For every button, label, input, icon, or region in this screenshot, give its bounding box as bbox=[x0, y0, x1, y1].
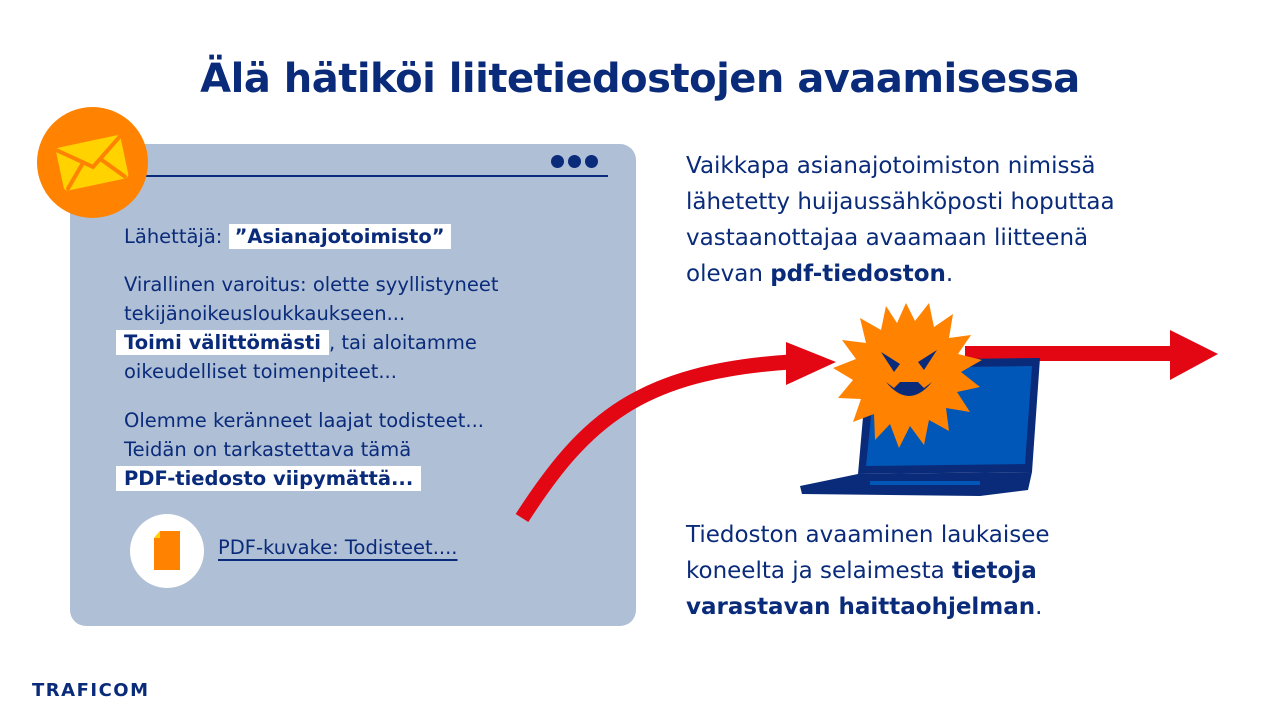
sender-label: Lähettäjä: bbox=[124, 225, 223, 248]
pdf-highlight: PDF-tiedosto viipymättä... bbox=[116, 466, 421, 491]
page-title: Älä hätiköi liitetiedostojen avaamisessa bbox=[200, 56, 1080, 102]
email-line: Teidän on tarkastettava tämä bbox=[124, 438, 412, 461]
info-emphasis: tietoja bbox=[952, 558, 1037, 584]
email-line: oikeudelliset toimenpiteet... bbox=[124, 360, 397, 383]
info-emphasis: varastavan haittaohjelman bbox=[686, 594, 1036, 620]
info-text-bottom bbox=[686, 517, 1050, 625]
info-emphasis: pdf-tiedoston bbox=[770, 261, 946, 287]
info-line: olevan bbox=[686, 261, 771, 287]
info-text-top bbox=[686, 148, 1115, 292]
email-line: Virallinen varoitus: olette syyllistyneet bbox=[124, 273, 499, 296]
email-line: tekijänoikeusloukkaukseen... bbox=[124, 302, 406, 325]
info-line: Tiedoston avaaminen laukaisee bbox=[686, 522, 1050, 548]
urgent-highlight: Toimi välittömästi bbox=[116, 330, 329, 355]
info-line: koneelta ja selaimesta bbox=[686, 558, 953, 584]
traficom-logo: TRAFICOM bbox=[32, 680, 150, 701]
info-punctuation: . bbox=[1035, 594, 1043, 620]
curved-arrow-icon bbox=[522, 342, 836, 518]
attachment-link[interactable]: PDF-kuvake: Todisteet.... bbox=[218, 536, 458, 559]
info-line: lähetetty huijaussähköposti hoputtaa bbox=[686, 189, 1115, 215]
info-punctuation: . bbox=[945, 261, 954, 287]
email-line: , tai aloitamme bbox=[328, 331, 477, 354]
email-line: Olemme keränneet laajat todisteet... bbox=[124, 409, 485, 432]
info-line: vastaanottajaa avaamaan liitteenä bbox=[686, 225, 1089, 251]
info-line: Vaikkapa asianajotoimiston nimissä bbox=[686, 153, 1096, 179]
sender-value: ”Asianajotoimisto” bbox=[229, 224, 451, 249]
